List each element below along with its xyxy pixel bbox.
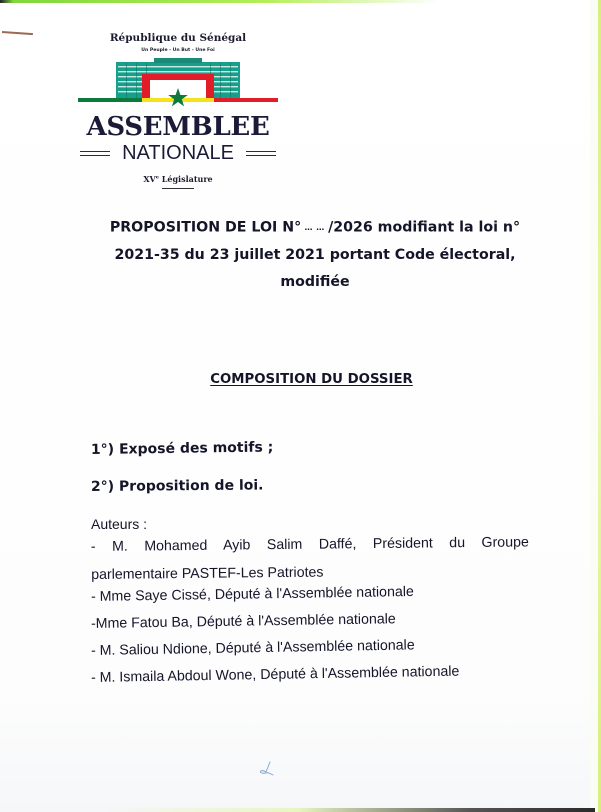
legislature-label: Législature xyxy=(158,174,213,184)
author-entry: - M. Ismaila Abdoul Wone, Député à l'Assemblée nationale xyxy=(90,663,460,686)
scan-edge-right-inner xyxy=(590,0,598,812)
dossier-item: 1°) Exposé des motifs ; xyxy=(90,439,274,458)
handwritten-initial xyxy=(256,760,280,778)
title-line-1-end: /2026 modifiant la loi n° xyxy=(328,219,521,236)
scan-edge-top xyxy=(0,0,440,3)
dossier-item: 2°) Proposition de loi. xyxy=(90,477,264,495)
logo-nationale: NATIONALE xyxy=(122,142,234,164)
pen-mark xyxy=(2,31,33,35)
author-entry-line-1: - M. Mohamed Ayib Salim Daffé, Président du Groupe xyxy=(90,534,529,556)
logo-left-rule xyxy=(80,151,110,156)
authors-label: Auteurs : xyxy=(91,516,148,532)
document-title xyxy=(90,214,540,296)
logo-assemblee: ASSEMBLEE xyxy=(86,112,270,142)
logo-republic-text: République du Sénégal xyxy=(109,32,247,44)
logo-legislature xyxy=(76,174,280,184)
legislature-sup: e xyxy=(155,174,159,181)
author-entry-line-2: parlementaire PASTEF-Les Patriotes xyxy=(91,564,324,583)
title-line-3: modifiée xyxy=(280,273,350,290)
legislature-number: XV xyxy=(143,174,156,184)
logo-nationale-row xyxy=(80,143,276,163)
assemblee-nationale-logo xyxy=(76,28,280,193)
scan-edge-bottom xyxy=(100,808,595,812)
logo-motto: Un Peuple - Un But - Une Foi xyxy=(141,48,215,53)
author-entry: - Mme Saye Cissé, Député à l'Assemblée nationale xyxy=(90,583,414,605)
parliament-building-icon xyxy=(76,58,280,112)
title-line-2: 2021-35 du 23 juillet 2021 portant Code électoral, xyxy=(114,246,516,263)
title-number-placeholder: … … xyxy=(301,223,329,232)
logo-right-rule xyxy=(246,151,276,156)
legislature-rule xyxy=(162,188,194,189)
author-entry: - M. Saliou Ndione, Député à l'Assemblée nationale xyxy=(90,637,415,659)
title-line-1 xyxy=(90,214,540,242)
author-entry xyxy=(91,528,530,589)
title-line-1-start: PROPOSITION DE LOI N° xyxy=(109,219,302,236)
section-heading: COMPOSITION DU DOSSIER xyxy=(210,372,413,387)
author-entry: -Mme Fatou Ba, Député à l'Assemblée nationale xyxy=(90,611,396,632)
